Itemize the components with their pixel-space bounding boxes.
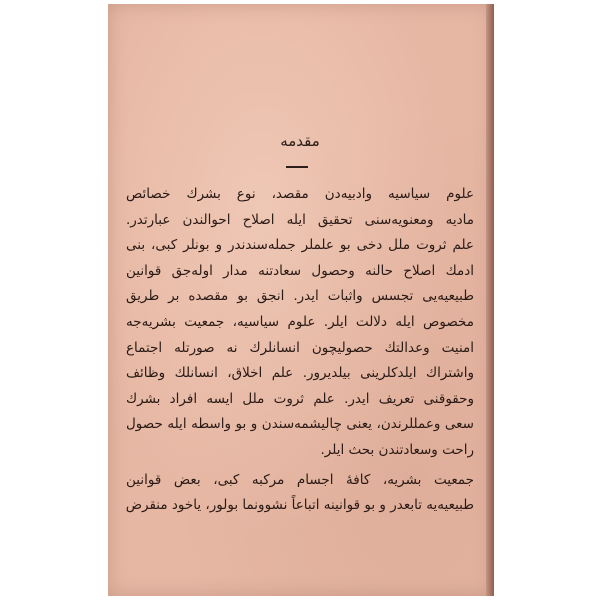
book-spine-edge	[486, 4, 494, 596]
text-line-paragraph-end: راحت وسعادتندن بحث ایلر.	[320, 441, 474, 458]
text-line: سعی وعمللرندن، یعنی چالیشمه‌سندن و بو واسطه ایله حصول	[126, 416, 474, 433]
text-line: طبیعیه‌یه تابعدر و بو قوانینه اتباعاً نشوونما بولور، یاخود منقرض	[126, 497, 474, 514]
text-line: علوم سیاسیه وادبیه‌دن مقصد، نوع بشرك خصائص	[126, 186, 474, 202]
page-heading: مقدمه	[280, 132, 320, 150]
text-line: مخصوص ایله دلالت ایلر. علوم سیاسیه، جمعیت بشریه‌جه	[126, 313, 474, 330]
text-line: طبیعیه‌یی تجسس واثبات ایدر. انجق بو مقصده بر طریق	[126, 288, 474, 305]
text-line: جمعیت بشریه، کافهٔ اجسام مرکبه کبی، بعض قوانین	[126, 471, 474, 488]
text-line: امنیت وعدالتك حصولیچون انسانلرك نه صورتله اجتماع	[126, 339, 474, 356]
body-text	[126, 182, 474, 519]
heading-dash	[286, 166, 308, 168]
text-line: ادمك اصلاح حالنه وحصول سعادتنه مدار اوله‌جق قوانین	[126, 262, 474, 279]
text-line: علم ثروت ملل دخی بو علملر جمله‌سندندر و بونلر کبی، بنی	[126, 237, 474, 254]
book-page	[108, 4, 492, 596]
text-line: مادیه ومعنویه‌سنی تحقیق ایله اصلاح احوالندن عبارتدر.	[126, 211, 474, 228]
text-line: وحقوقنی تعریف ایدر. علم ثروت ملل ایسه افراد بشرك	[126, 390, 474, 407]
text-line: واشتراك ایلدکلرینی بیلدیرور. علم اخلاق، انسانلك وظائف	[126, 365, 474, 382]
